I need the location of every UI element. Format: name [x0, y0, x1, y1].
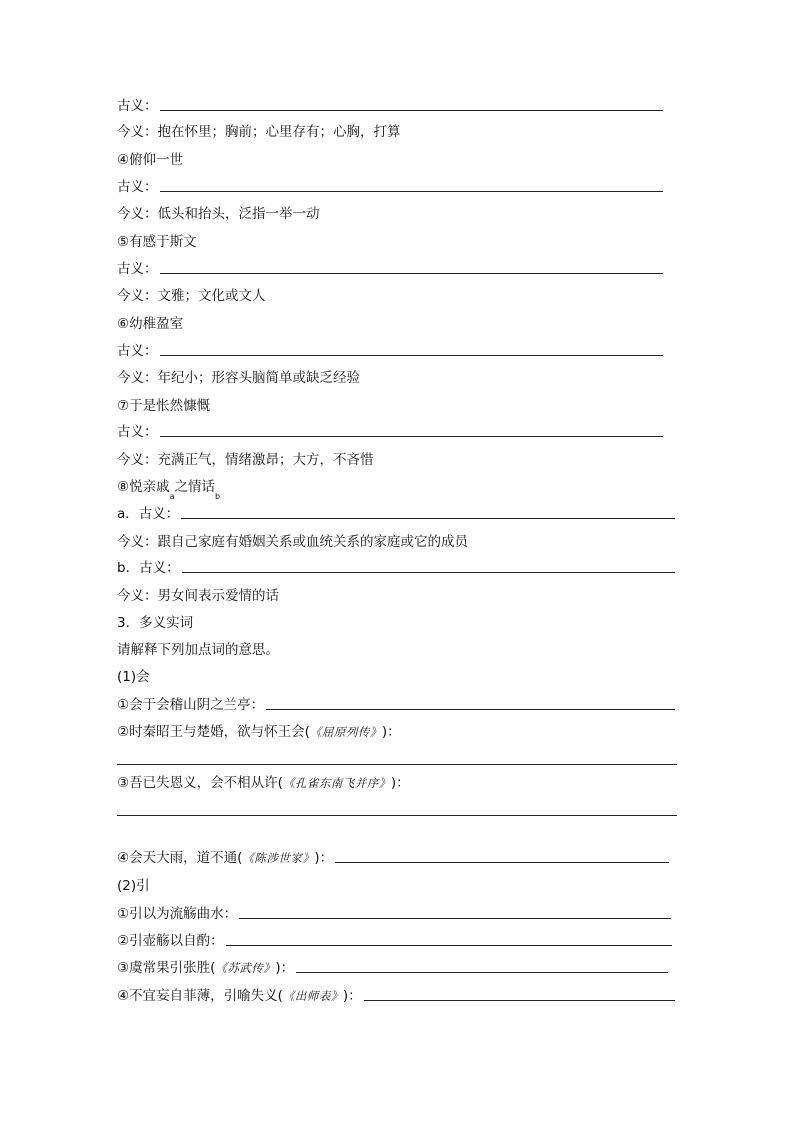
item-heading: ⑧悦亲戚 a 之情话 b	[117, 479, 221, 501]
jin-yi-text: 今义：充满正气，情绪激昂；大方，不吝惜	[117, 452, 374, 468]
answer-blank[interactable]	[182, 558, 675, 573]
question-row	[117, 773, 410, 793]
question-text: ③虞常果引张胜(	[117, 960, 216, 976]
answer-blank[interactable]	[296, 958, 668, 973]
answer-blank[interactable]	[266, 695, 675, 710]
jin-yi-text: 今义：抱在怀里；胸前；心里存有；心胸，打算	[117, 124, 401, 140]
gu-yi-label: 古义：	[117, 343, 158, 359]
question-suffix: )：	[381, 724, 401, 740]
item-label: ④俯仰一世	[117, 152, 184, 168]
question-row	[117, 722, 401, 742]
question-text: ④不宜妄自菲薄，引喻失义(	[117, 988, 283, 1004]
answer-blank[interactable]	[364, 986, 675, 1001]
group-title: (1)会	[117, 669, 150, 685]
source-title: 《出师表》	[282, 989, 343, 1003]
jin-yi-row	[117, 450, 374, 470]
group-heading	[117, 667, 150, 687]
gu-yi-label: 古义：	[117, 98, 158, 114]
source-title: 《孔雀东南飞并序》	[282, 776, 391, 790]
question-text: ②引壶觞以自酌：	[117, 933, 224, 949]
question-text: ②时秦昭王与楚婚，欲与怀王会(	[117, 724, 310, 740]
jin-yi-text: 今义：文雅；文化或文人	[117, 288, 266, 304]
jin-yi-text: 今义：男女间表示爱情的话	[117, 588, 279, 604]
question-text: ①会于会稽山阴之兰亭：	[117, 697, 265, 713]
gu-yi-row	[117, 504, 675, 524]
answer-blank[interactable]	[239, 904, 671, 919]
answer-blank[interactable]	[160, 96, 663, 111]
question-suffix: )：	[275, 960, 295, 976]
gu-yi-label: b．古义：	[117, 560, 180, 576]
gu-yi-row	[117, 259, 663, 279]
jin-yi-text: 今义：年纪小；形容头脑简单或缺乏经验	[117, 370, 360, 386]
item-label: ⑦于是怅然慷慨	[117, 398, 211, 414]
gu-yi-label: a．古义：	[117, 506, 180, 522]
section-heading	[117, 613, 193, 633]
jin-yi-row	[117, 286, 266, 306]
item-heading	[117, 314, 183, 334]
section-title: 3．多义实词	[117, 615, 194, 631]
item-label: ⑥幼稚盈室	[117, 316, 184, 332]
answer-line[interactable]	[117, 764, 677, 765]
question-row	[117, 986, 675, 1006]
answer-line[interactable]	[117, 815, 677, 816]
instruction-text: 请解释下列加点词的意思。	[117, 642, 279, 658]
question-row	[117, 695, 675, 715]
question-row	[117, 958, 668, 978]
jin-yi-row	[117, 532, 468, 552]
answer-blank[interactable]	[181, 504, 675, 519]
source-title: 《苏武传》	[215, 961, 276, 975]
answer-blank[interactable]	[160, 259, 663, 274]
question-text: ①引以为流觞曲水：	[117, 906, 238, 922]
source-title: 《陈涉世家》	[242, 851, 315, 865]
answer-blank[interactable]	[160, 422, 663, 437]
jin-yi-row	[117, 204, 320, 224]
item-heading	[117, 396, 210, 416]
item-heading	[117, 232, 197, 252]
jin-yi-row	[117, 368, 360, 388]
question-row	[117, 931, 672, 951]
gu-yi-row	[117, 422, 663, 442]
gu-yi-label: 古义：	[117, 179, 158, 195]
question-row	[117, 904, 671, 924]
answer-blank[interactable]	[160, 177, 663, 192]
group-title: (2)引	[117, 878, 150, 894]
answer-blank[interactable]	[160, 341, 663, 356]
source-title: 《屈原列传》	[309, 725, 382, 739]
question-suffix: )：	[314, 850, 334, 866]
answer-blank[interactable]	[335, 848, 669, 863]
jin-yi-row	[117, 122, 401, 142]
item-label: ⑧悦亲戚	[117, 479, 170, 495]
item-label-cont: 之情话	[174, 479, 216, 495]
item-label: ⑤有感于斯文	[117, 234, 197, 250]
question-text: ③吾已失恩义，会不相从许(	[117, 775, 283, 791]
question-suffix: )：	[390, 775, 410, 791]
jin-yi-row	[117, 586, 279, 606]
group-heading	[117, 876, 150, 896]
jin-yi-text: 今义：低头和抬头，泛指一举一动	[117, 206, 320, 222]
question-text: ④会天大雨，道不通(	[117, 850, 243, 866]
item-heading	[117, 150, 183, 170]
instruction	[117, 640, 279, 660]
gu-yi-row	[117, 96, 663, 116]
gu-yi-row	[117, 341, 663, 361]
gu-yi-label: 古义：	[117, 424, 158, 440]
gu-yi-row	[117, 558, 675, 578]
answer-blank[interactable]	[226, 931, 672, 946]
gu-yi-label: 古义：	[117, 261, 158, 277]
question-row	[117, 848, 669, 868]
question-suffix: )：	[342, 988, 362, 1004]
jin-yi-text: 今义：跟自己家庭有婚姻关系或血统关系的家庭或它的成员	[117, 534, 468, 550]
gu-yi-row	[117, 177, 663, 197]
